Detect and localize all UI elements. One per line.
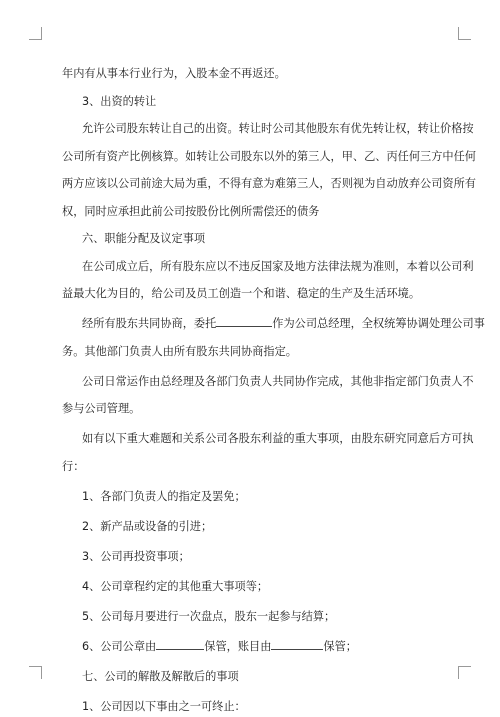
paragraph-line: 益最大化为目的，给公司及员工创造一个和谐、稳定的生产及生活环境。 <box>62 284 444 305</box>
document-body <box>62 64 444 717</box>
paragraph-line: 权，同时应承担此前公司按股份比例所需偿还的债务 <box>62 202 444 223</box>
corner-mark-top-left <box>29 27 42 40</box>
list-item: 5、公司每月要进行一次盘点，股东一起参与结算； <box>62 607 444 628</box>
section-heading: 3、出资的转让 <box>62 92 444 113</box>
corner-mark-bottom-left <box>29 666 42 679</box>
text-run: 经所有股东共同协商，委托 <box>82 317 216 330</box>
list-item: 1、各部门负责人的指定及罢免； <box>62 487 444 508</box>
paragraph-line: 务。其他部门负责人由所有股东共同协商指定。 <box>62 342 444 363</box>
paragraph-line: 在公司成立后，所有股东应以不违反国家及地方法律法规为准则，本着以公司利 <box>62 257 444 278</box>
list-item: 2、新产品或设备的引进； <box>62 517 444 538</box>
section-heading: 七、公司的解散及解散后的事项 <box>62 667 444 688</box>
list-item: 1、公司因以下事由之一可终止： <box>62 697 444 717</box>
paragraph-line: 年内有从事本行业行为，入股本金不再返还。 <box>62 64 444 85</box>
text-run: 保管，账目由 <box>204 640 271 653</box>
fill-in-blank <box>156 637 204 650</box>
paragraph-line: 参与公司管理。 <box>62 399 444 420</box>
section-heading: 六、职能分配及议定事项 <box>62 229 444 250</box>
paragraph-line <box>62 314 444 335</box>
corner-mark-bottom-right <box>458 666 471 679</box>
paragraph-line: 行： <box>62 457 444 478</box>
list-item: 3、公司再投资事项； <box>62 547 444 568</box>
paragraph-line: 允许公司股东转让自己的出资。转让时公司其他股东有优先转让权，转让价格按 <box>62 119 444 140</box>
text-run: 作为公司总经理，全权统筹协调处理公司事 <box>272 317 485 330</box>
paragraph-line: 公司所有资产比例核算。如转让公司股东以外的第三人，甲、乙、丙任何三方中任何 <box>62 147 444 168</box>
fill-in-blank <box>271 637 323 650</box>
paragraph-line: 两方应该以公司前途大局为重，不得有意为难第三人，否则视为自动放弃公司资所有 <box>62 174 444 195</box>
list-item <box>62 637 444 658</box>
text-run: 6、公司公章由 <box>82 640 156 653</box>
paragraph-line: 如有以下重大难题和关系公司各股东利益的重大事项，由股东研究同意后方可执 <box>62 429 444 450</box>
text-run: 保管； <box>323 640 357 653</box>
paragraph-line: 公司日常运作由总经理及各部门负责人共同协作完成，其他非指定部门负责人不 <box>62 372 444 393</box>
corner-mark-top-right <box>458 27 471 40</box>
list-item: 4、公司章程约定的其他重大事项等； <box>62 577 444 598</box>
fill-in-blank <box>216 314 272 327</box>
